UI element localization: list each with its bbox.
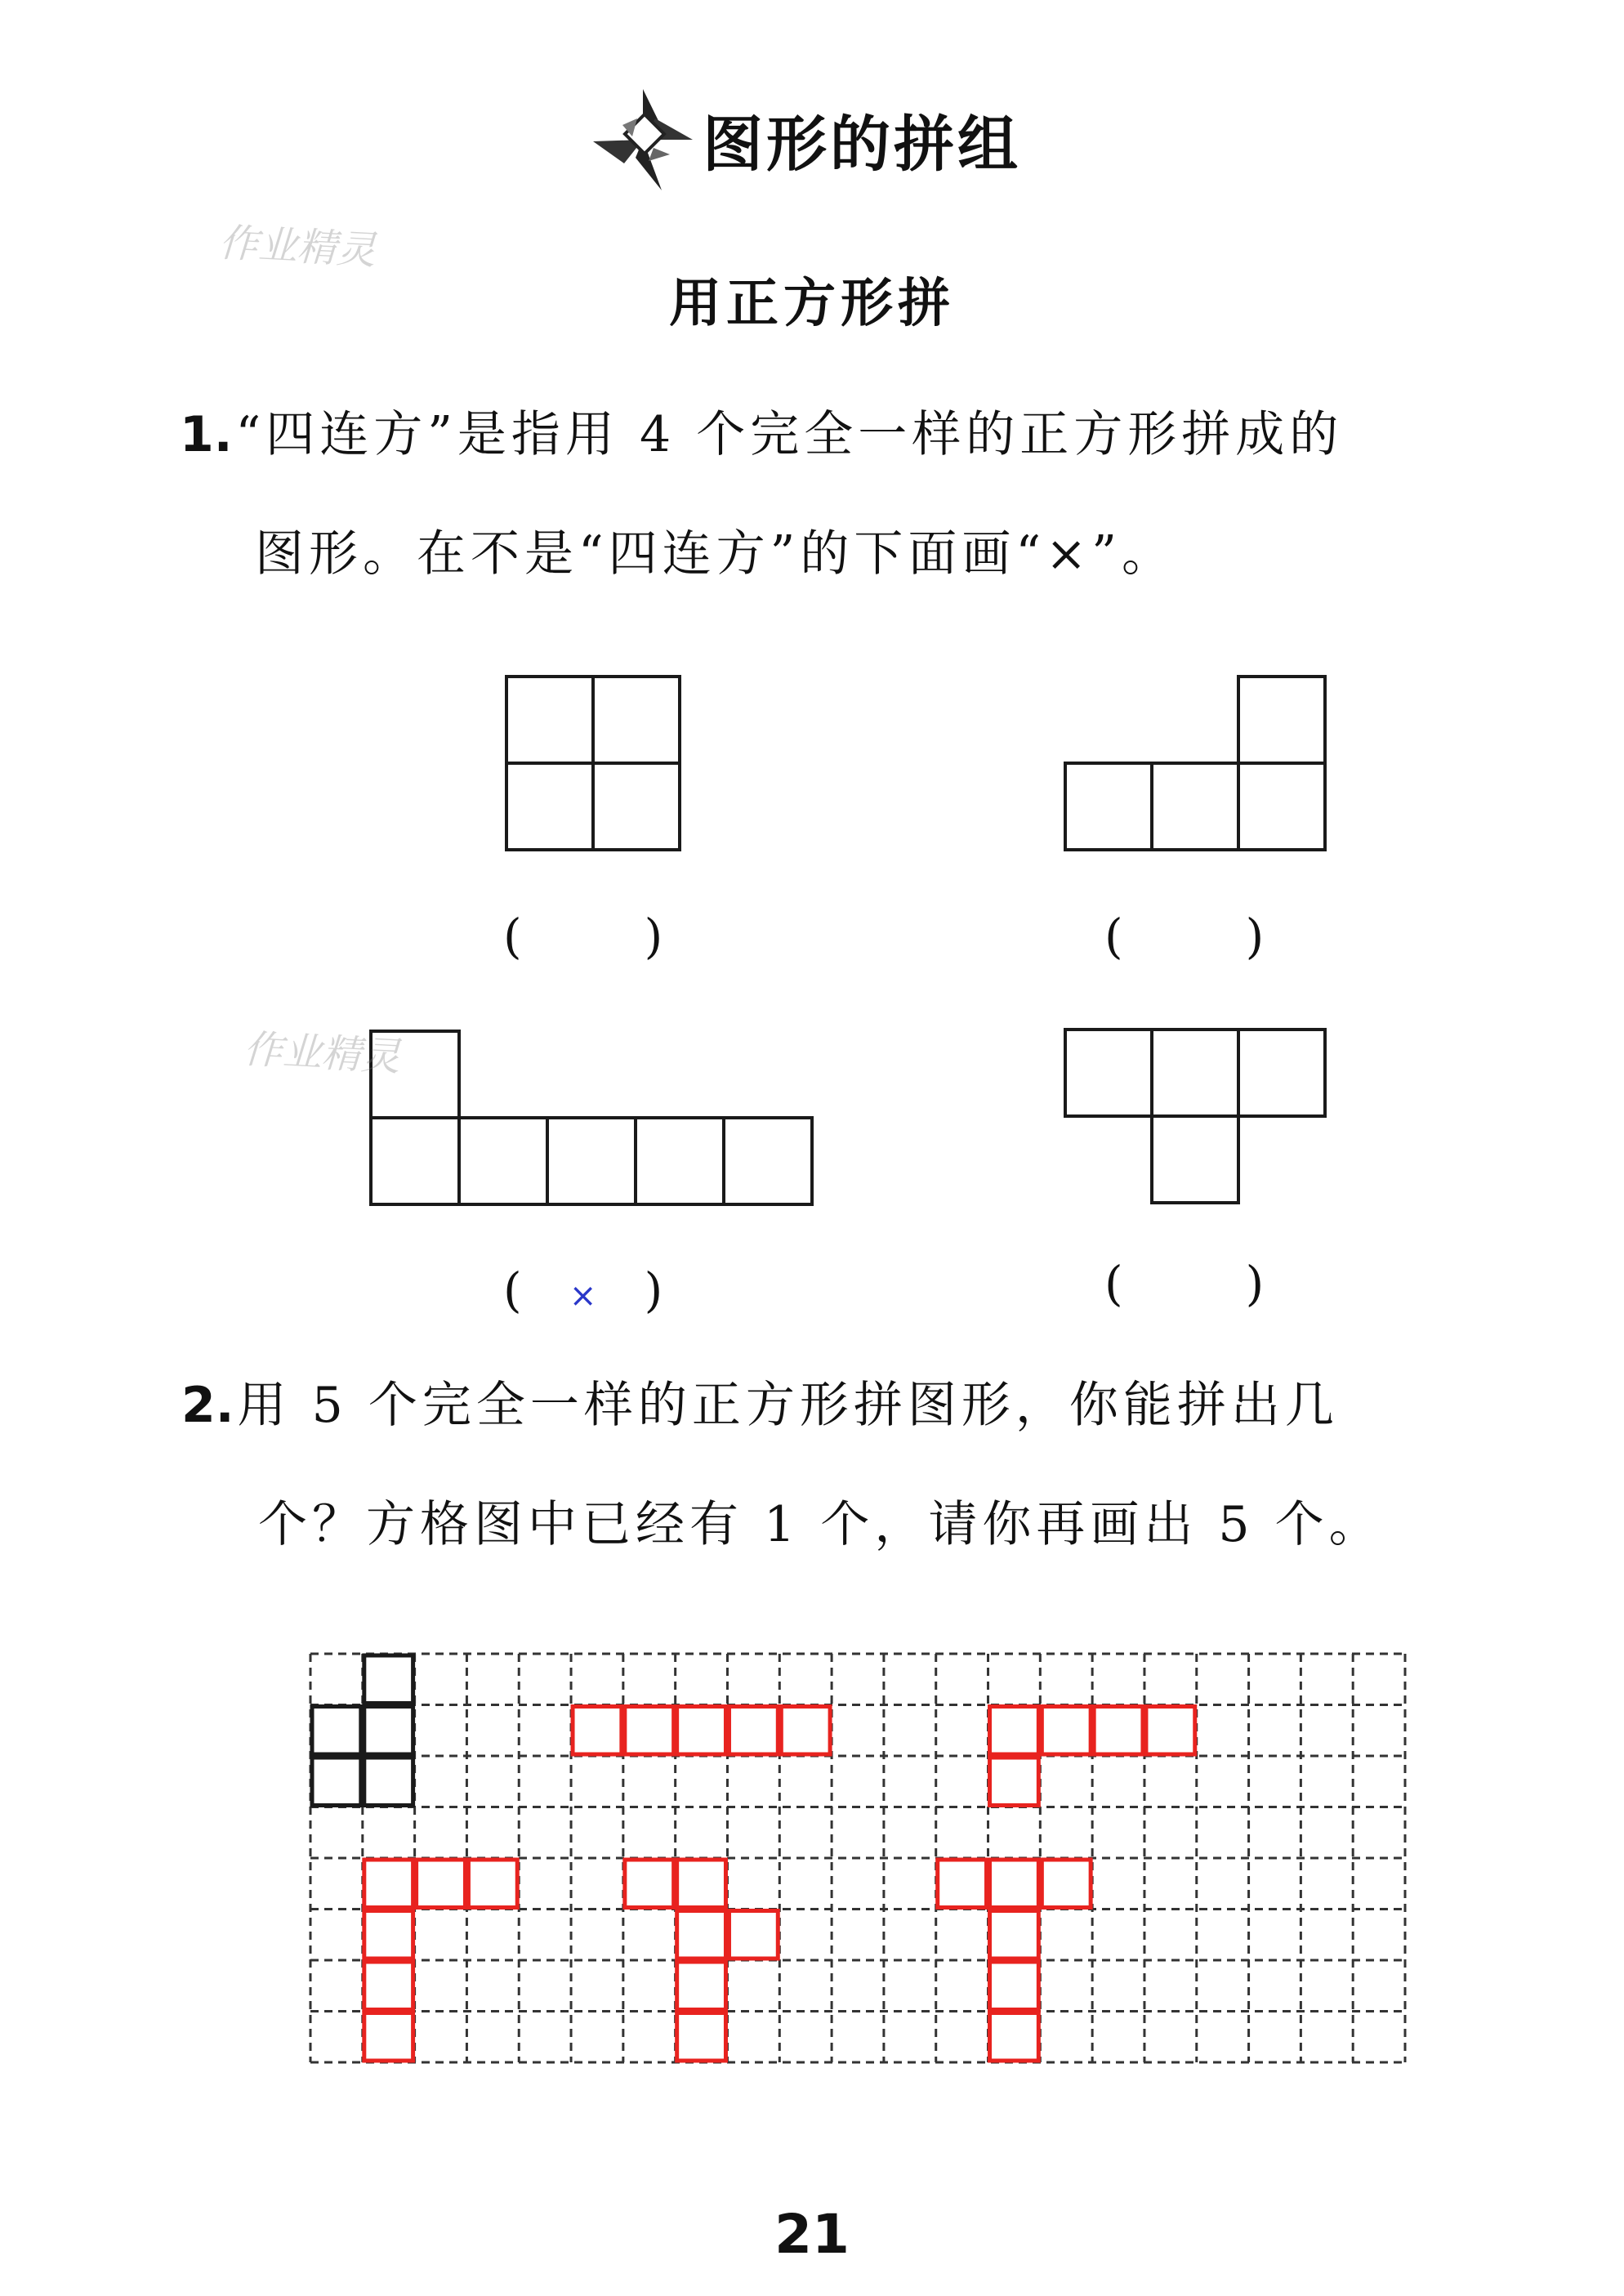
answer-bracket-a: ( ) [503, 909, 663, 964]
watermark-top: 作业精灵 [217, 220, 377, 274]
drawn-shape-cell [1042, 1860, 1091, 1908]
drawn-shape-cell [364, 1860, 413, 1908]
drawn-shape-cell [1094, 1707, 1143, 1755]
drawn-shape-cell [573, 1707, 622, 1755]
question-2-number: 2. [181, 1377, 234, 1434]
drawn-shape-cell [1042, 1707, 1091, 1755]
example-shape-cell [364, 1655, 413, 1704]
question-2-text-1: 用 5 个完全一样的正方形拼图形，你能拼出几 [237, 1377, 1339, 1434]
drawn-shape-cell [625, 1707, 674, 1755]
drawn-shape-cell [677, 2013, 726, 2061]
figure-l-shape-6 [369, 1030, 815, 1206]
drawn-shape-cell [677, 1707, 726, 1755]
drawn-shape-cell [364, 1962, 413, 2010]
drawn-shape-cell [990, 2013, 1039, 2061]
drawn-shape-cell [990, 1911, 1039, 1959]
drawn-shape-cell [417, 1860, 466, 1908]
drawn-shape-cell [625, 1860, 674, 1908]
figure-square-2x2 [505, 675, 681, 851]
answer-bracket-c: ( × ) [503, 1262, 663, 1318]
drawn-l-pentomino [990, 1707, 1195, 1806]
chapter-emblem-icon [590, 86, 696, 196]
drawn-shape-cell [729, 1707, 778, 1755]
example-shape-cell [312, 1758, 361, 1806]
question-2-line-2: 个？方格图中已经有 1 个，请你再画出 5 个。 [258, 1496, 1383, 1553]
drawn-i-pentomino [573, 1707, 830, 1755]
drawn-shape-cell [729, 1911, 778, 1959]
drawn-shape-cell [364, 1911, 413, 1959]
section-title: 用正方形拼 [669, 274, 955, 334]
drawn-shape-cell [990, 1962, 1039, 2010]
drawn-shape-cell [990, 1758, 1039, 1806]
drawn-shape-cell [677, 1911, 726, 1959]
example-shape-cell [364, 1758, 413, 1806]
drawn-shape-cell [364, 2013, 413, 2061]
watermark-middle: 作业精灵 [242, 1026, 402, 1080]
page-number: 21 [774, 2203, 850, 2266]
drawn-shape-cell [1146, 1707, 1195, 1755]
answer-bracket-b: ( ) [1104, 909, 1265, 964]
drawn-shape-cell [468, 1860, 517, 1908]
chapter-title: 图形的拼组 [703, 109, 1021, 180]
question-1-line-1 [180, 406, 1344, 463]
question-1-number: 1. [180, 406, 233, 463]
drawn-shape-cell [990, 1707, 1039, 1755]
figure-t-shape-4 [1064, 1028, 1327, 1204]
example-shape-cell [312, 1707, 361, 1755]
drawn-shape-cell [781, 1707, 830, 1755]
drawn-shape-cell [938, 1860, 987, 1908]
example-shape-cell [364, 1707, 413, 1755]
question-1-text-1: “四连方”是指用 4 个完全一样的正方形拼成的 [235, 406, 1344, 463]
answer-bracket-d: ( ) [1104, 1256, 1265, 1311]
answer-mark-c: × [569, 1277, 597, 1315]
question-1-line-2: 图形。在不是“四连方”的下面画“×”。 [255, 525, 1176, 583]
pentomino-grid[interactable] [310, 1651, 1405, 2066]
question-2-line-1 [181, 1377, 1339, 1434]
figure-l-shape-4 [1064, 675, 1327, 851]
drawn-shape-cell [677, 1860, 726, 1908]
drawn-shape-cell [677, 1962, 726, 2010]
drawn-shape-cell [990, 1860, 1039, 1908]
